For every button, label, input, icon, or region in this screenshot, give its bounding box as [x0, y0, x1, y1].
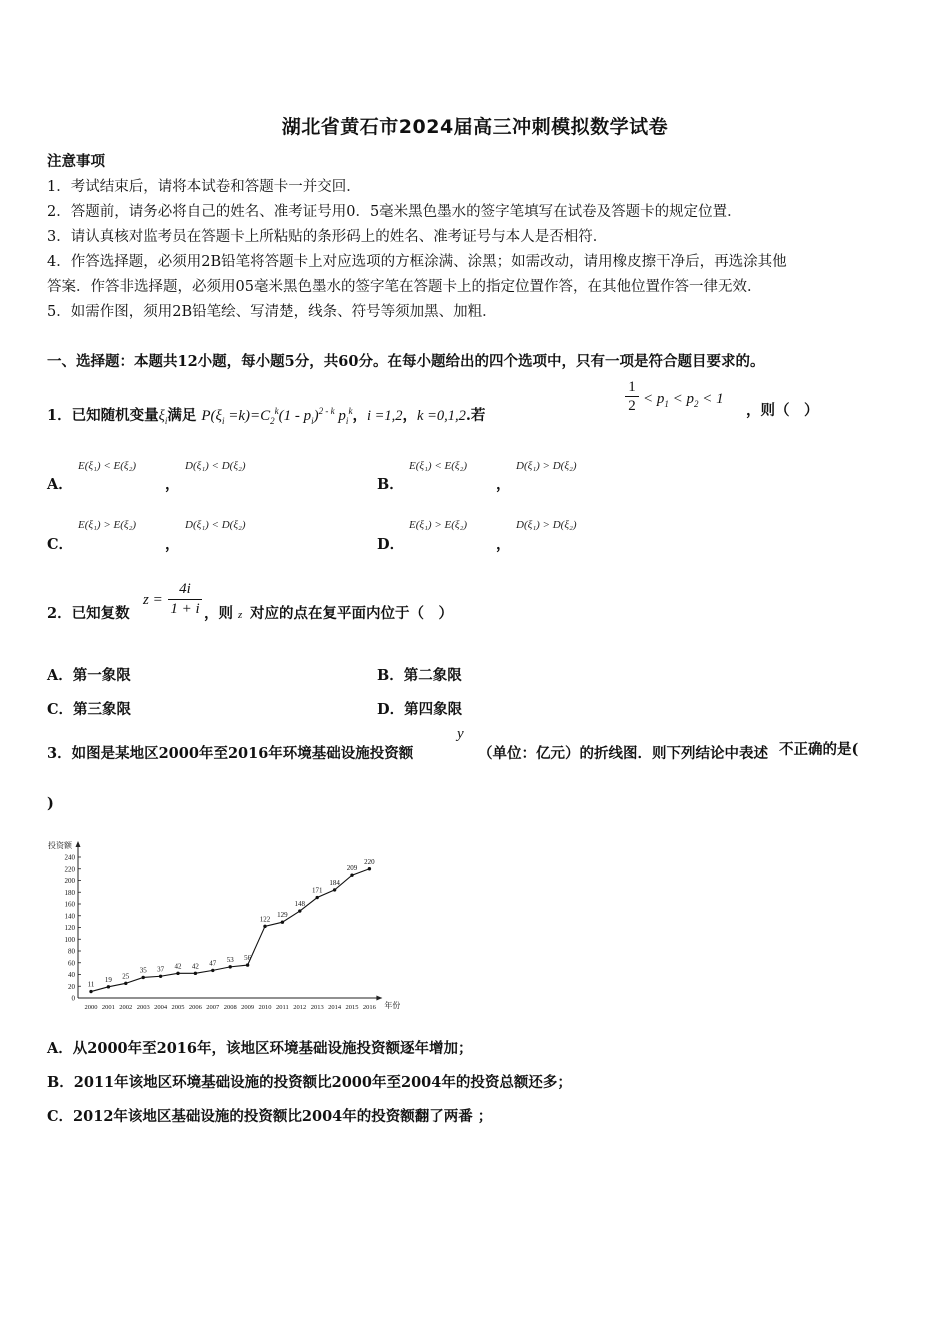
y-tick-label: 140: [64, 912, 75, 921]
data-label: 42: [191, 962, 199, 971]
q3-option-b[interactable]: B．2011年该地区环境基础设施的投资额比2000年至2004年的投资总额还多；: [47, 1074, 572, 1091]
y-tick-label: 160: [64, 900, 75, 909]
data-point: [350, 874, 353, 877]
notice-item: 2．答题前，请务必将自己的姓名、准考证号用0．5毫米黑色墨水的签字笔填写在试卷及答题卡的规定位置．: [47, 204, 742, 220]
data-point: [211, 969, 214, 972]
notice-item: 4．作答选择题，必须用2B铅笔将答题卡上对应选项的方框涂满、涂黑；如需改动，请用橡皮擦干净后，再选涂其他: [47, 254, 787, 270]
data-point: [89, 990, 92, 993]
data-point: [229, 965, 232, 968]
data-label: 129: [277, 911, 288, 920]
notice-item: 1．考试结束后，请将本试卷和答题卡一并交回．: [47, 179, 361, 195]
q3-option-c[interactable]: C．2012年该地区基础设施的投资额比2004年的投资额翻了两番 ；: [47, 1108, 493, 1125]
q1-option-d-d: D(ξ₁) > D(ξ₂): [516, 519, 577, 531]
page-title: 湖北省黄石市2024届高三冲刺模拟数学试卷: [281, 116, 669, 138]
y-tick-label: 120: [64, 924, 75, 932]
q2-eq-lhs: z =: [143, 592, 163, 608]
q1-option-b-e: E(ξ₁) < E(ξ₂): [409, 460, 468, 472]
data-point: [159, 975, 162, 978]
q2-mid: ，则: [204, 605, 233, 622]
q1-fraction: 1 2: [625, 378, 639, 415]
x-tick-label: 2004: [154, 1004, 168, 1011]
q2-option-d[interactable]: D．第四象限: [377, 701, 463, 718]
comma: ，: [165, 476, 180, 493]
data-label: 11: [87, 980, 95, 989]
x-tick-label: 2007: [206, 1004, 220, 1011]
q1-option-c-e: E(ξ₁) > E(ξ₂): [78, 519, 137, 531]
q2-option-c[interactable]: C．第三象限: [47, 701, 132, 718]
x-tick-label: 2002: [119, 1004, 133, 1011]
data-point: [194, 972, 197, 975]
data-label: 42: [174, 962, 182, 971]
data-point: [368, 867, 371, 870]
y-tick-label: 200: [64, 877, 75, 885]
data-label: 209: [346, 864, 358, 873]
section-heading: 一、选择题：本题共12小题，每小题5分，共60分。在每小题给出的四个选项中，只有一项是符合题目要求的。: [47, 353, 765, 370]
notice-heading: 注意事项: [47, 153, 105, 170]
y-tick-label: 40: [68, 971, 75, 979]
q2-option-a[interactable]: A．第一象限: [47, 667, 131, 684]
q1-option-d-e: E(ξ₁) > E(ξ₂): [409, 519, 468, 531]
data-label: 25: [122, 972, 130, 981]
y-axis-arrow: [76, 841, 81, 847]
q1-option-d-label[interactable]: D．: [377, 536, 405, 553]
q2-prefix: 2．已知复数: [47, 605, 130, 622]
y-tick-label: 220: [64, 865, 75, 874]
x-tick-label: 2006: [188, 1004, 202, 1011]
q1-option-b-d: D(ξ₁) > D(ξ₂): [516, 460, 577, 472]
y-axis-title: 投资额: [48, 841, 72, 850]
data-label: 56: [244, 954, 252, 963]
comma: ，: [496, 476, 511, 493]
q2-fraction: 4i 1 + i: [168, 580, 202, 619]
notice-item: 3．请认真核对监考员在答题卡上所粘贴的条形码上的姓名、准考证号与本人是否相符．: [47, 229, 608, 245]
data-point: [298, 909, 301, 912]
data-point: [124, 982, 127, 985]
data-label: 122: [259, 915, 271, 924]
q1-inequality: < $p_1 < p_2 < 1$: [643, 391, 724, 409]
x-tick-label: 2008: [223, 1004, 237, 1011]
y-tick-label: 80: [68, 947, 75, 956]
x-tick-label: 2001: [101, 1004, 115, 1011]
x-tick-label: 2015: [345, 1004, 359, 1011]
notice-item: 5．如需作图，须用2B铅笔绘、写清楚，线条、符号等须加黑、加粗．: [47, 304, 497, 320]
q3-var: y: [457, 726, 464, 742]
y-tick-label: 180: [64, 888, 75, 897]
y-tick-label: 0: [71, 994, 75, 1003]
data-label: 37: [157, 965, 165, 974]
data-point: [107, 985, 110, 988]
data-label: 53: [226, 955, 234, 964]
q2-suffix: 对应的点在复平面内位于（ ）: [250, 605, 453, 622]
q1-text: 1．已知随机变量$\xi_i$满足 $P(\xi_i =k)=C_2^k(1 - p_i)^{2 - k}$ $p_i^k$，i =1,2，k =0,1,2.若: [47, 406, 486, 426]
x-tick-label: 2005: [171, 1004, 185, 1011]
x-tick-label: 2016: [362, 1004, 376, 1011]
x-tick-label: 2013: [310, 1004, 324, 1011]
data-label: 220: [364, 857, 375, 866]
q1-suffix: ，则（ ）: [746, 402, 819, 419]
data-label: 35: [139, 966, 147, 975]
q3-not-correct: 不正确的是(: [779, 741, 859, 758]
y-tick-label: 240: [64, 853, 75, 862]
q1-option-a-d: D(ξ₁) < D(ξ₂): [185, 460, 246, 472]
x-tick-label: 2000: [84, 1004, 98, 1011]
data-point: [176, 972, 179, 975]
x-tick-label: 2014: [328, 1004, 342, 1011]
x-tick-label: 2009: [241, 1004, 255, 1011]
q1-option-c-label[interactable]: C．: [47, 536, 74, 553]
data-label: 148: [294, 900, 306, 909]
data-label: 184: [329, 878, 340, 887]
comma: ，: [496, 536, 511, 553]
data-point: [246, 963, 249, 966]
q1-option-c-d: D(ξ₁) < D(ξ₂): [185, 519, 246, 531]
q3-option-a[interactable]: A．从2000年至2016年，该地区环境基础设施投资额逐年增加；: [47, 1040, 473, 1057]
q2-var: z: [238, 609, 243, 621]
x-tick-label: 2011: [276, 1004, 289, 1011]
x-tick-label: 2003: [136, 1004, 150, 1011]
investment-line-chart: [40, 835, 400, 1015]
q2-option-b[interactable]: B．第二象限: [377, 667, 462, 684]
series-line: [91, 869, 369, 992]
y-tick-label: 60: [68, 959, 75, 968]
notice-item: 答案．作答非选择题，必须用05毫米黑色墨水的签字笔在答题卡上的指定位置作答，在其他位置作答一律无效．: [47, 279, 762, 295]
q3-close: ): [47, 795, 54, 812]
x-axis-arrow: [376, 996, 382, 1001]
data-point: [281, 921, 284, 924]
y-tick-label: 20: [68, 982, 75, 991]
data-label: 47: [209, 959, 217, 968]
data-label: 19: [104, 975, 112, 984]
q3-prefix: 3．如图是某地区2000年至2016年环境基础设施投资额: [47, 745, 414, 762]
x-tick-label: 2012: [293, 1004, 307, 1011]
data-label: 171: [311, 886, 323, 895]
q3-suffix: （单位：亿元）的折线图．则下列结论中表述: [478, 745, 768, 762]
data-point: [263, 925, 266, 928]
y-tick-label: 100: [64, 935, 75, 944]
data-point: [333, 888, 336, 891]
q1-option-b-label[interactable]: B．: [377, 476, 404, 493]
comma: ，: [165, 536, 180, 553]
x-axis-title: 年份: [384, 1001, 400, 1010]
data-point: [142, 976, 145, 979]
x-tick-label: 2010: [258, 1004, 272, 1011]
q1-option-a-label[interactable]: A．: [47, 476, 73, 493]
q1-option-a-e: E(ξ₁) < E(ξ₂): [78, 460, 137, 472]
data-point: [316, 896, 319, 899]
